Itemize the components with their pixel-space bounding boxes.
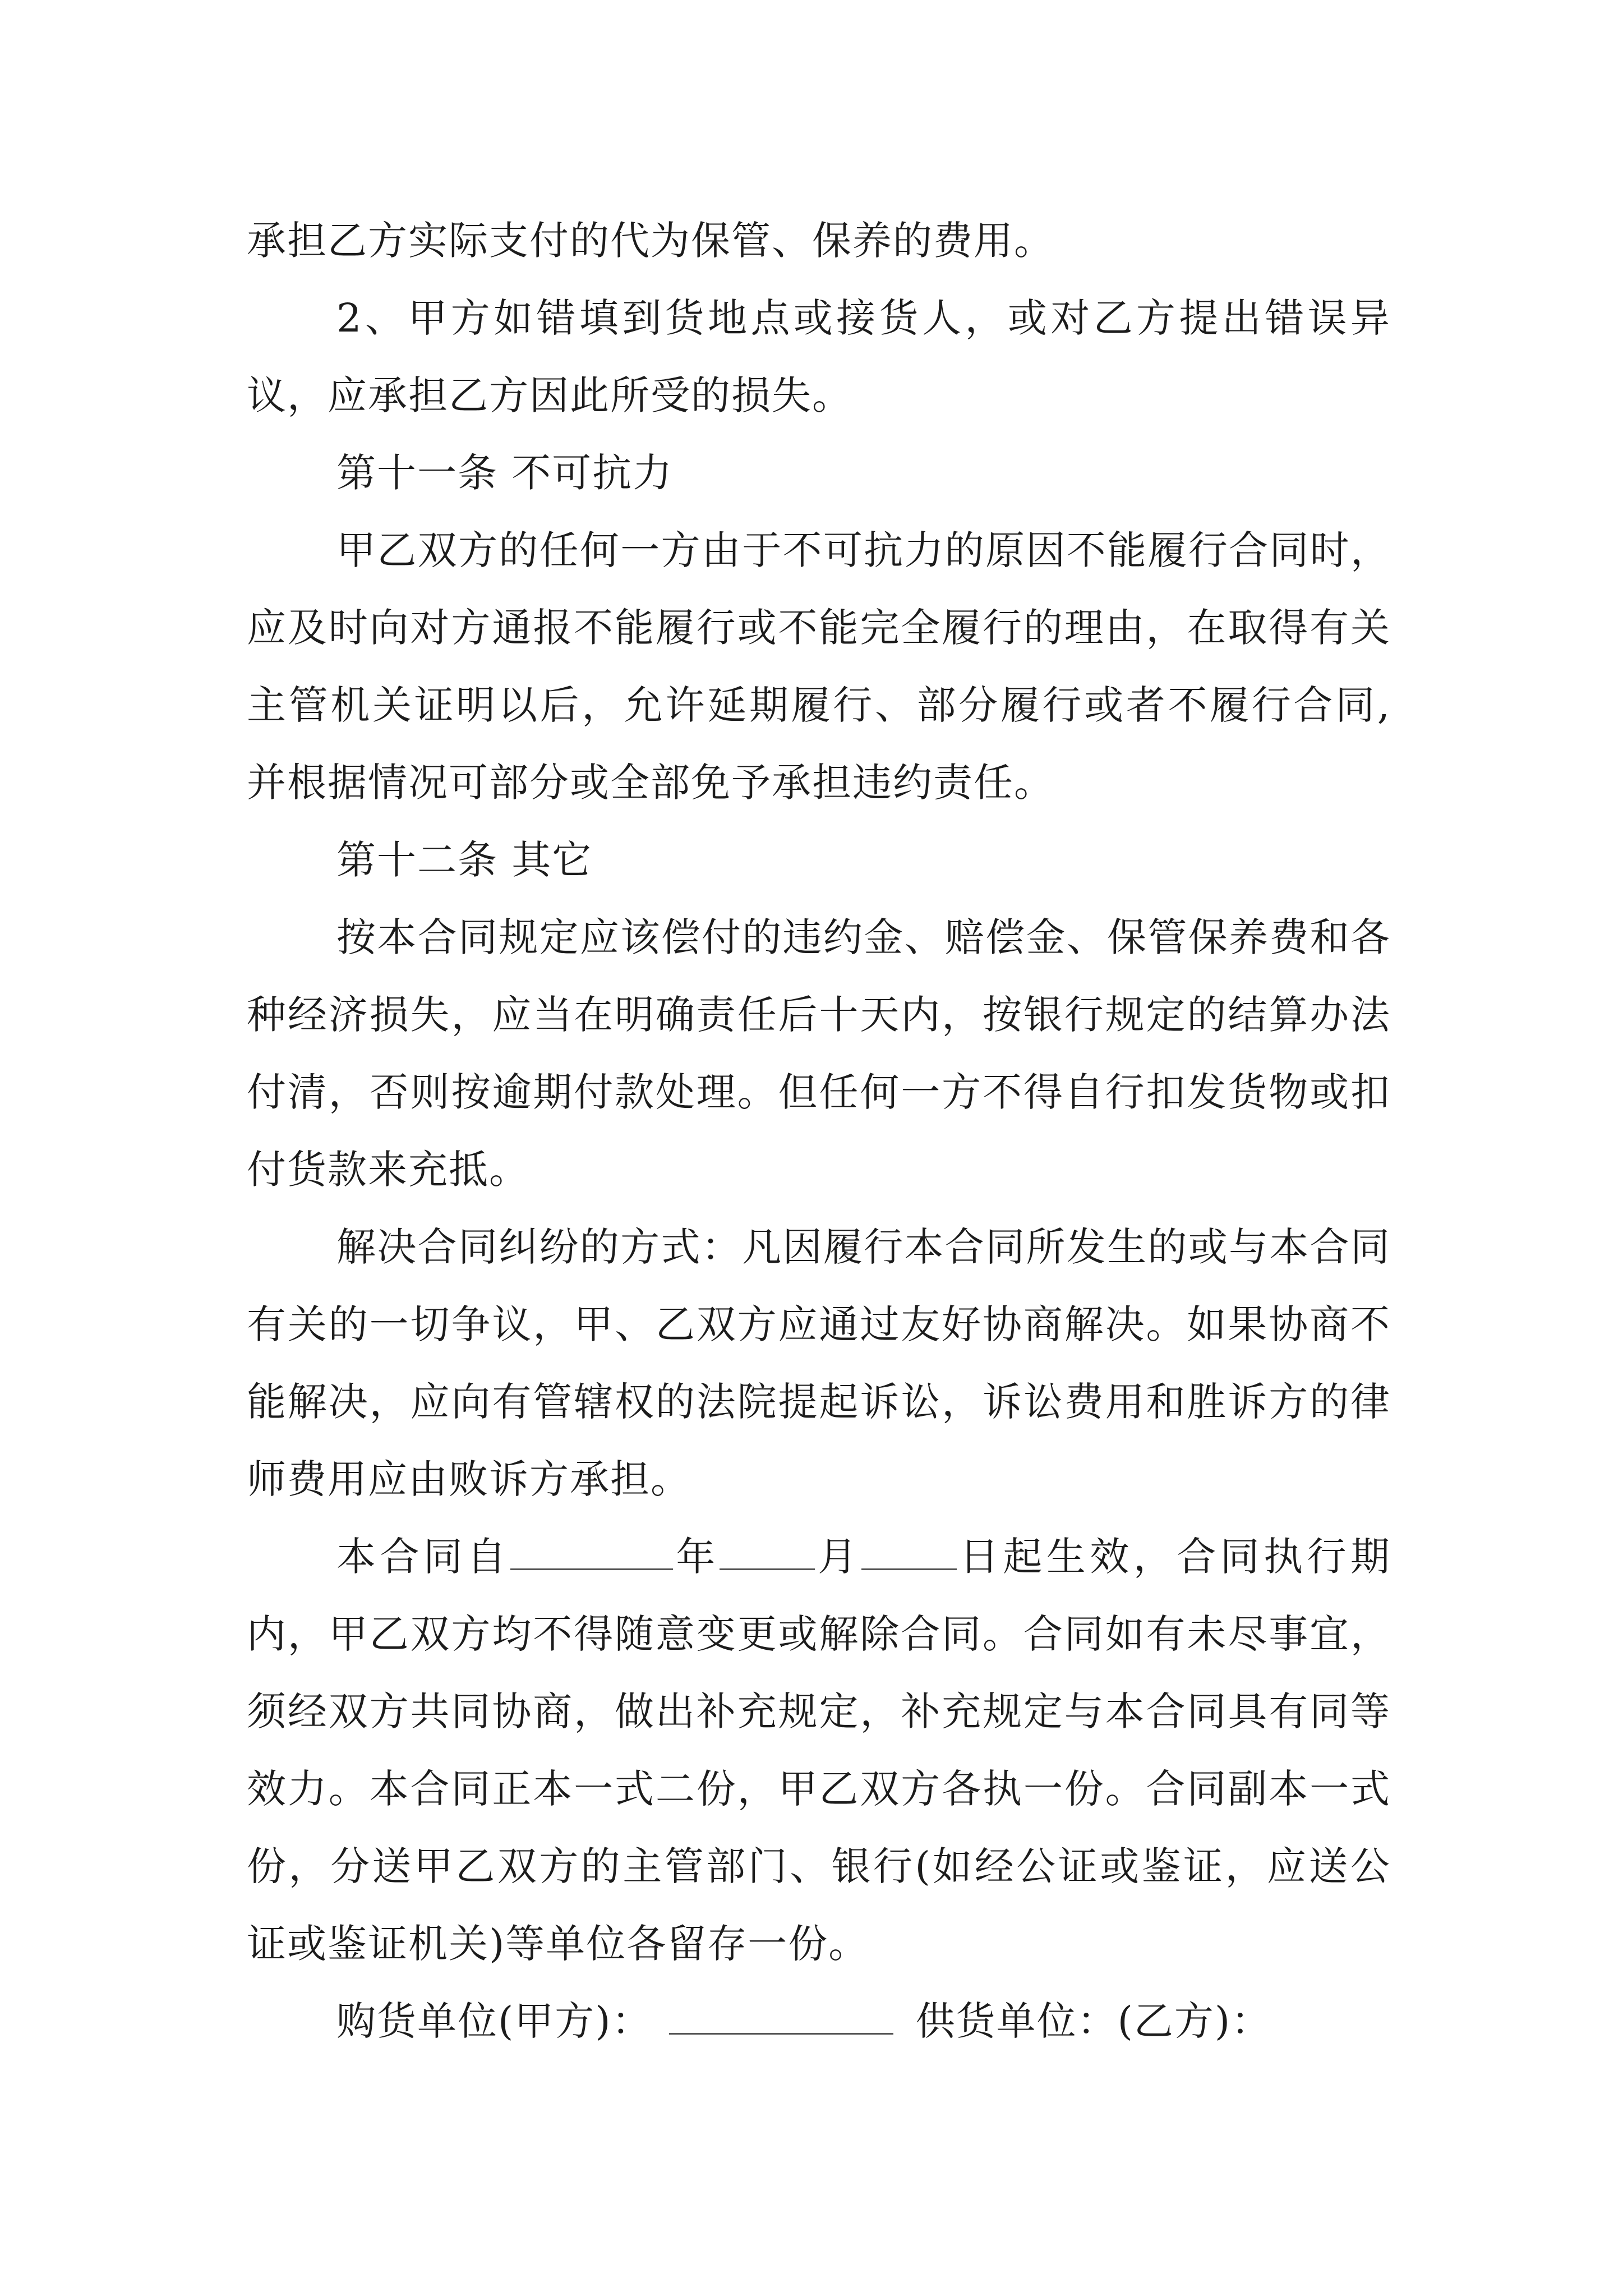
year-label: 年 xyxy=(672,1534,720,1580)
month-label: 月 xyxy=(814,1534,861,1580)
paragraph-storage-fees: 承担乙方实际支付的代为保管、保养的费用。 xyxy=(247,218,1054,264)
month-blank xyxy=(720,1527,815,1570)
buyer-label: 购货单位(甲方)： xyxy=(336,1998,652,2044)
contract-body xyxy=(247,202,1391,2060)
heading-article-11: 第十一条 不可抗力 xyxy=(336,450,674,496)
seller-label: 供货单位：(乙方)： xyxy=(915,1998,1272,2044)
paragraph-force-majeure: 甲乙双方的任何一方由于不可抗力的原因不能履行合同时，应及时向对方通报不能履行或不能完全履行的理由，在取得有关主管机关证明以后，允许延期履行、部分履行或者不履行合同,并根据情况可部分或全部免予承担违约责任。 xyxy=(247,527,1391,806)
effective-suffix: 日起生效，合同执行期内，甲乙双方均不得随意变更或解除合同。合同如有未尽事宜，须经双方共同协商，做出补充规定，补充规定与本合同具有同等效力。本合同正本一式二份，甲乙双方各执一份。合同副本一式份，分送甲乙双方的主管部门、银行(如经公证或鉴证，应送公证或鉴证机关)等单位各留存一份。 xyxy=(247,1534,1391,1967)
year-blank xyxy=(510,1527,673,1570)
paragraph-dispute-resolution: 解决合同纠纷的方式：凡因履行本合同所发生的或与本合同有关的一切争议，甲、乙双方应通过友好协商解决。如果协商不能解决，应向有管辖权的法院提起诉讼，诉讼费用和胜诉方的律师费用应由败诉方承担。 xyxy=(247,1224,1391,1502)
signature-row xyxy=(247,1982,1391,2060)
effective-prefix: 本合同自 xyxy=(336,1534,510,1580)
paragraph-wrong-address: 2、甲方如错填到货地点或接货人，或对乙方提出错误异议，应承担乙方因此所受的损失。 xyxy=(247,295,1391,418)
buyer-signature-blank xyxy=(669,1991,893,2035)
paragraph-effective-date xyxy=(247,1518,1391,1982)
paragraph-compensation: 按本合同规定应该偿付的违约金、赔偿金、保管保养费和各种经济损失，应当在明确责任后十天内，按银行规定的结算办法付清，否则按逾期付款处理。但任何一方不得自行扣发货物或扣付货款来充抵。 xyxy=(247,914,1391,1193)
heading-article-12: 第十二条 其它 xyxy=(336,837,593,883)
day-blank xyxy=(861,1527,957,1570)
